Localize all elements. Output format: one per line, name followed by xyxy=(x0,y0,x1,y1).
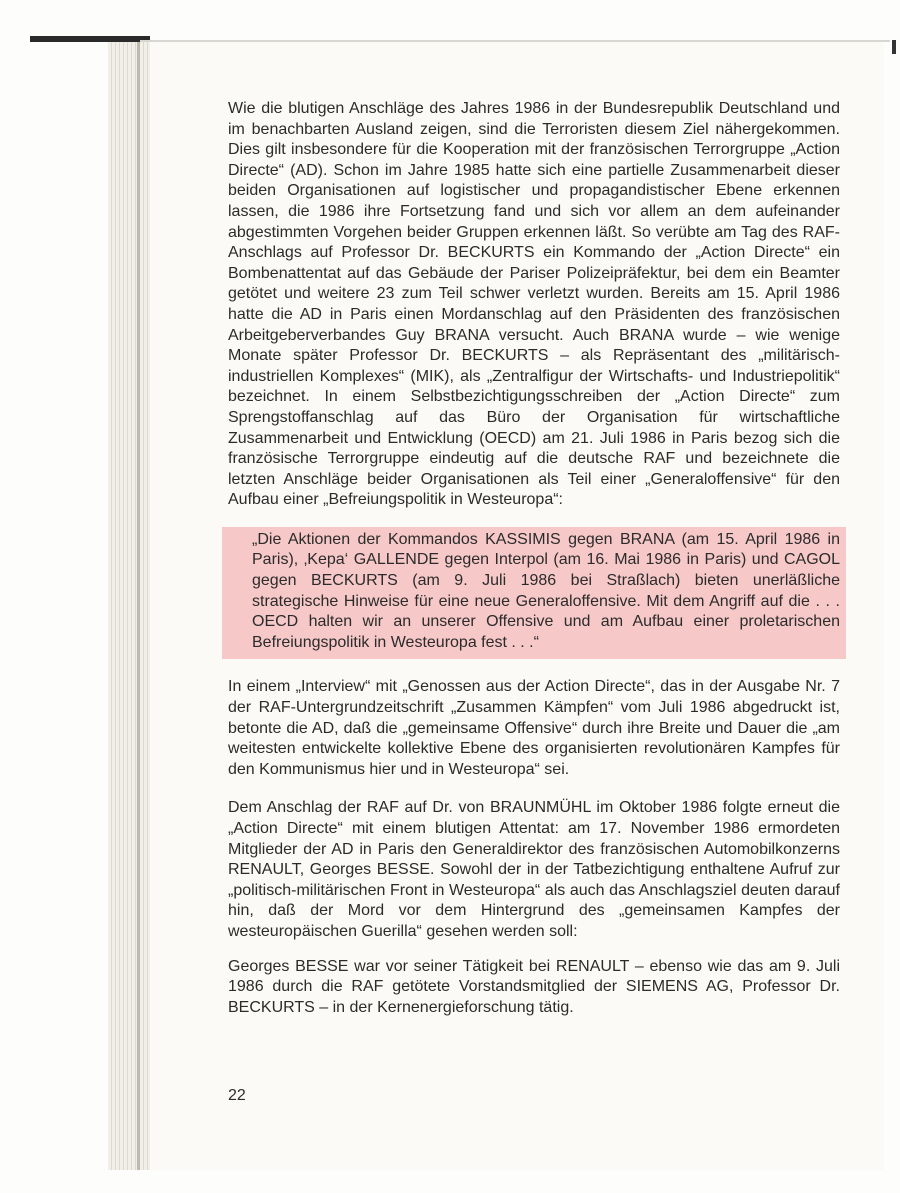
paragraph-gap xyxy=(228,943,840,957)
paragraph-3: In einem „Interview“ mit „Genossen aus der Action Directe“, das in der Ausgabe Nr. 7 der RAF-Untergrundzeitschrift „Zusammen Kämpfen“ vom Juli 1986 abgedruckt ist, betonte die AD, daß die „gemeinsame Offensive“ durch ihre Breite und Dauer die „am weitesten entwickelte kollektive Ebene des organisierten revolutionären Kampfes für den Kommunismus hier und in Westeuropa“ sei. xyxy=(228,678,840,778)
page-content xyxy=(228,99,840,1018)
paragraph-5: Georges BESSE war vor seiner Tätigkeit bei RENAULT – ebenso wie das am 9. Juli 1986 durch die RAF getötete Vorstandsmitglied der SIEMENS AG, Professor Dr. BECKURTS – in der Kernenergieforschung tätig. xyxy=(228,957,840,1016)
paragraph-1: Wie die blutigen Anschläge des Jahres 1986 in der Bundesrepublik Deutschland und im benachbarten Ausland zeigen, sind die Terroristen diesem Ziel nähergekommen. Dies gilt insbesondere für die Kooperation mit der französischen Terrorgruppe „Action Directe“ (AD). Schon im Jahre 1985 hatte sich eine partielle Zusammenarbeit dieser beiden Organisationen auf logistischer und propagandistischer Ebene erkennen lassen, die 1986 ihre Fortsetzung fand und sich vor allem an dem aufeinander abgestimmten Vorgehen beider Gruppen erkennen läßt. So verübte am Tag des RAF-Anschlags auf Professor Dr. BECKURTS ein Kommando der „Action Directe“ ein Bombenattentat auf das Gebäude der Pariser Polizeipräfektur, bei dem ein Beamter getötet und weitere 23 zum Teil schwer verletzt wurden. Bereits am 15. April 1986 hatte die AD in Paris einen Mordanschlag auf den Präsidenten des französischen Arbeitgeberverbandes Guy BRANA versucht. Auch BRANA wurde – wie wenige Monate später Professor Dr. BECKURTS – als Repräsentant des „militärisch-industriellen Komplexes“ (MIK), als „Zentralfigur der Wirtschafts- und Industriepolitik“ bezeichnet. In einem Selbstbezichtigungsschreiben der „Action Directe“ zum Sprengstoffanschlag auf das Büro der Organisation für wirtschaftliche Zusammenarbeit und Entwicklung (OECD) am 21. Juli 1986 in Paris bezog sich die französische Terrorgruppe eindeutig auf die deutsche RAF und bezeichnete die letzten Anschläge beider Organisationen als Teil einer „Generaloffensive“ für den Aufbau einer „Befreiungspolitik in Westeuropa“: xyxy=(228,100,840,509)
book-gutter xyxy=(137,42,140,1170)
paragraph-4: Dem Anschlag der RAF auf Dr. von BRAUNMÜHL im Oktober 1986 folgte erneut die „Action Directe“ mit einem blutigen Attentat: am 17. November 1986 ermordeten Mitglieder der AD in Paris den Generaldirektor des französischen Automobilkonzerns RENAULT, Georges BESSE. Sowohl der in der Tatbezichtigung enthaltene Aufruf zur „politisch-militärischen Front in Westeuropa“ als auch das Anschlagsziel deuten darauf hin, daß der Mord vor dem Hintergrund des „gemeinsamen Kampfes der westeuropäischen Guerilla“ gesehen werden soll: xyxy=(228,799,840,940)
scan-corner-mark xyxy=(892,40,896,54)
paragraph-gap xyxy=(228,780,840,798)
highlighted-quote: „Die Aktionen der Kommandos KASSIMIS gegen BRANA (am 15. April 1986 in Paris), ‚Kepa‘ GALLENDE gegen Interpol (am 16. Mai 1986 in Paris) und CAGOL gegen BECKURTS (am 9. Juli 1986 bei Straßlach) bieten unerläßliche strategische Hinweise für eine neue Generaloffensive. Mit dem Angriff auf die . . . OECD halten wir an unserer Offensive und am Aufbau einer proletarischen Befreiungspolitik in Westeuropa fest . . .“ xyxy=(222,527,846,660)
page-number: 22 xyxy=(228,1087,246,1104)
book-spine xyxy=(108,42,150,1170)
